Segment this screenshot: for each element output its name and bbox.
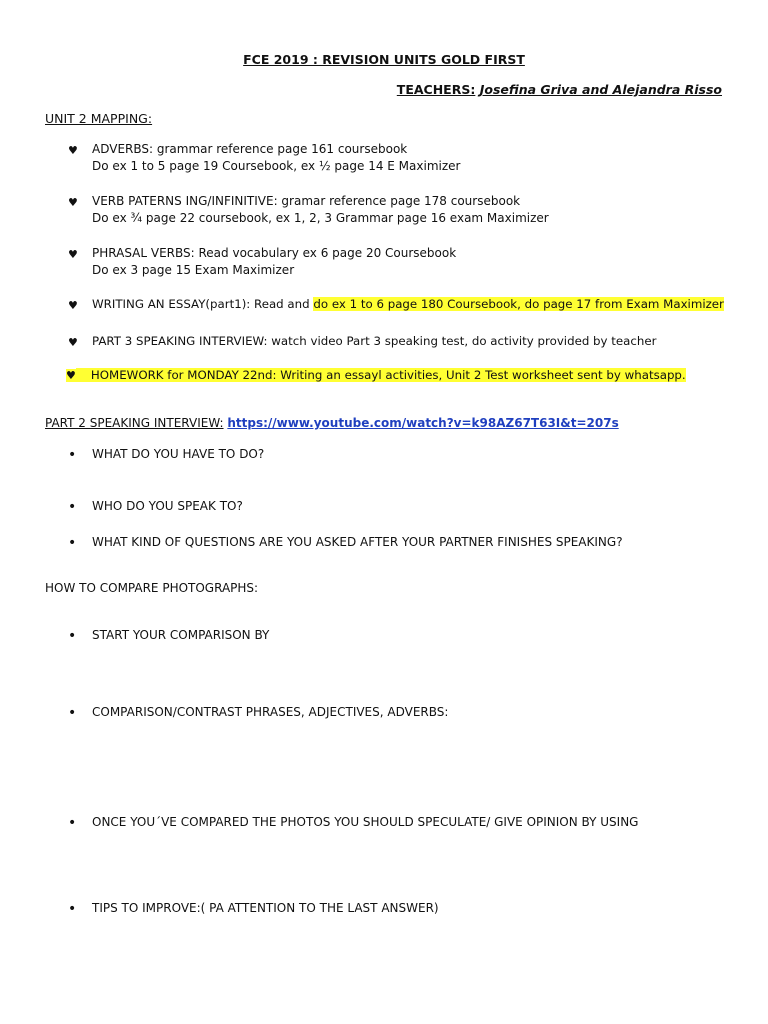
item-verb-patterns-line1: VERB PATERNS ING/INFINITIVE: gramar reference page 178 coursebook xyxy=(92,194,521,208)
item-writing-essay-highlight: do ex 1 to 6 page 180 Coursebook, do page 17 from Exam Maximizer xyxy=(313,297,724,311)
teachers-names: Josefina Griva and Alejandra Risso xyxy=(479,82,722,97)
heart-bullet-icon: ♥ xyxy=(66,369,76,382)
dot-bullet-icon: • xyxy=(68,705,77,721)
heart-bullet-icon: ♥ xyxy=(68,144,78,157)
compare-point: ONCE YOU´VE COMPARED THE PHOTOS YOU SHOULD SPECULATE/ GIVE OPINION BY USING xyxy=(92,815,639,829)
dot-bullet-icon: • xyxy=(68,499,77,515)
heart-bullet-icon: ♥ xyxy=(68,336,78,349)
question-item: WHAT DO YOU HAVE TO DO? xyxy=(92,447,265,461)
dot-bullet-icon: • xyxy=(68,628,77,644)
item-homework-text: HOMEWORK for MONDAY 22nd: Writing an essayl activities, Unit 2 Test worksheet sent by whatsapp. xyxy=(90,368,686,382)
part2-label: PART 2 SPEAKING INTERVIEW: xyxy=(45,416,224,430)
item-writing-essay-plain: WRITING AN ESSAY(part1): Read and xyxy=(92,297,314,311)
item-adverbs-line1: ADVERBS: grammar reference page 161 coursebook xyxy=(92,142,408,156)
unit-heading: UNIT 2 MAPPING: xyxy=(45,111,153,126)
youtube-link[interactable]: https://www.youtube.com/watch?v=k98AZ67T63I&t=207s xyxy=(227,416,619,430)
question-item: WHAT KIND OF QUESTIONS ARE YOU ASKED AFTER YOUR PARTNER FINISHES SPEAKING? xyxy=(92,535,623,549)
compare-point: START YOUR COMPARISON BY xyxy=(92,628,270,642)
item-part3-speaking: PART 3 SPEAKING INTERVIEW: watch video Part 3 speaking test, do activity provided by teacher xyxy=(92,334,657,348)
heart-bullet-icon: ♥ xyxy=(68,299,78,312)
dot-bullet-icon: • xyxy=(68,535,77,551)
item-adverbs-line2: Do ex 1 to 5 page 19 Coursebook, ex ½ page 14 E Maximizer xyxy=(92,159,461,173)
dot-bullet-icon: • xyxy=(68,447,77,463)
item-writing-essay xyxy=(92,297,724,311)
item-verb-patterns-line2: Do ex ¾ page 22 coursebook, ex 1, 2, 3 Grammar page 16 exam Maximizer xyxy=(92,211,549,225)
heart-bullet-icon: ♥ xyxy=(68,248,78,261)
document-title: FCE 2019 : REVISION UNITS GOLD FIRST xyxy=(243,52,525,67)
dot-bullet-icon: • xyxy=(68,815,77,831)
question-item: WHO DO YOU SPEAK TO? xyxy=(92,499,243,513)
compare-point: TIPS TO IMPROVE:( PA ATTENTION TO THE LAST ANSWER) xyxy=(92,901,439,915)
compare-point: COMPARISON/CONTRAST PHRASES, ADJECTIVES, ADVERBS: xyxy=(92,705,449,719)
part2-heading xyxy=(45,416,619,430)
item-phrasal-verbs-line1: PHRASAL VERBS: Read vocabulary ex 6 page 20 Coursebook xyxy=(92,246,457,260)
teachers-label: TEACHERS: xyxy=(396,82,476,97)
dot-bullet-icon: • xyxy=(68,901,77,917)
item-homework xyxy=(66,368,686,382)
heart-bullet-icon: ♥ xyxy=(68,196,78,209)
teachers-line xyxy=(397,82,722,97)
compare-heading: HOW TO COMPARE PHOTOGRAPHS: xyxy=(45,581,259,595)
item-phrasal-verbs-line2: Do ex 3 page 15 Exam Maximizer xyxy=(92,263,295,277)
